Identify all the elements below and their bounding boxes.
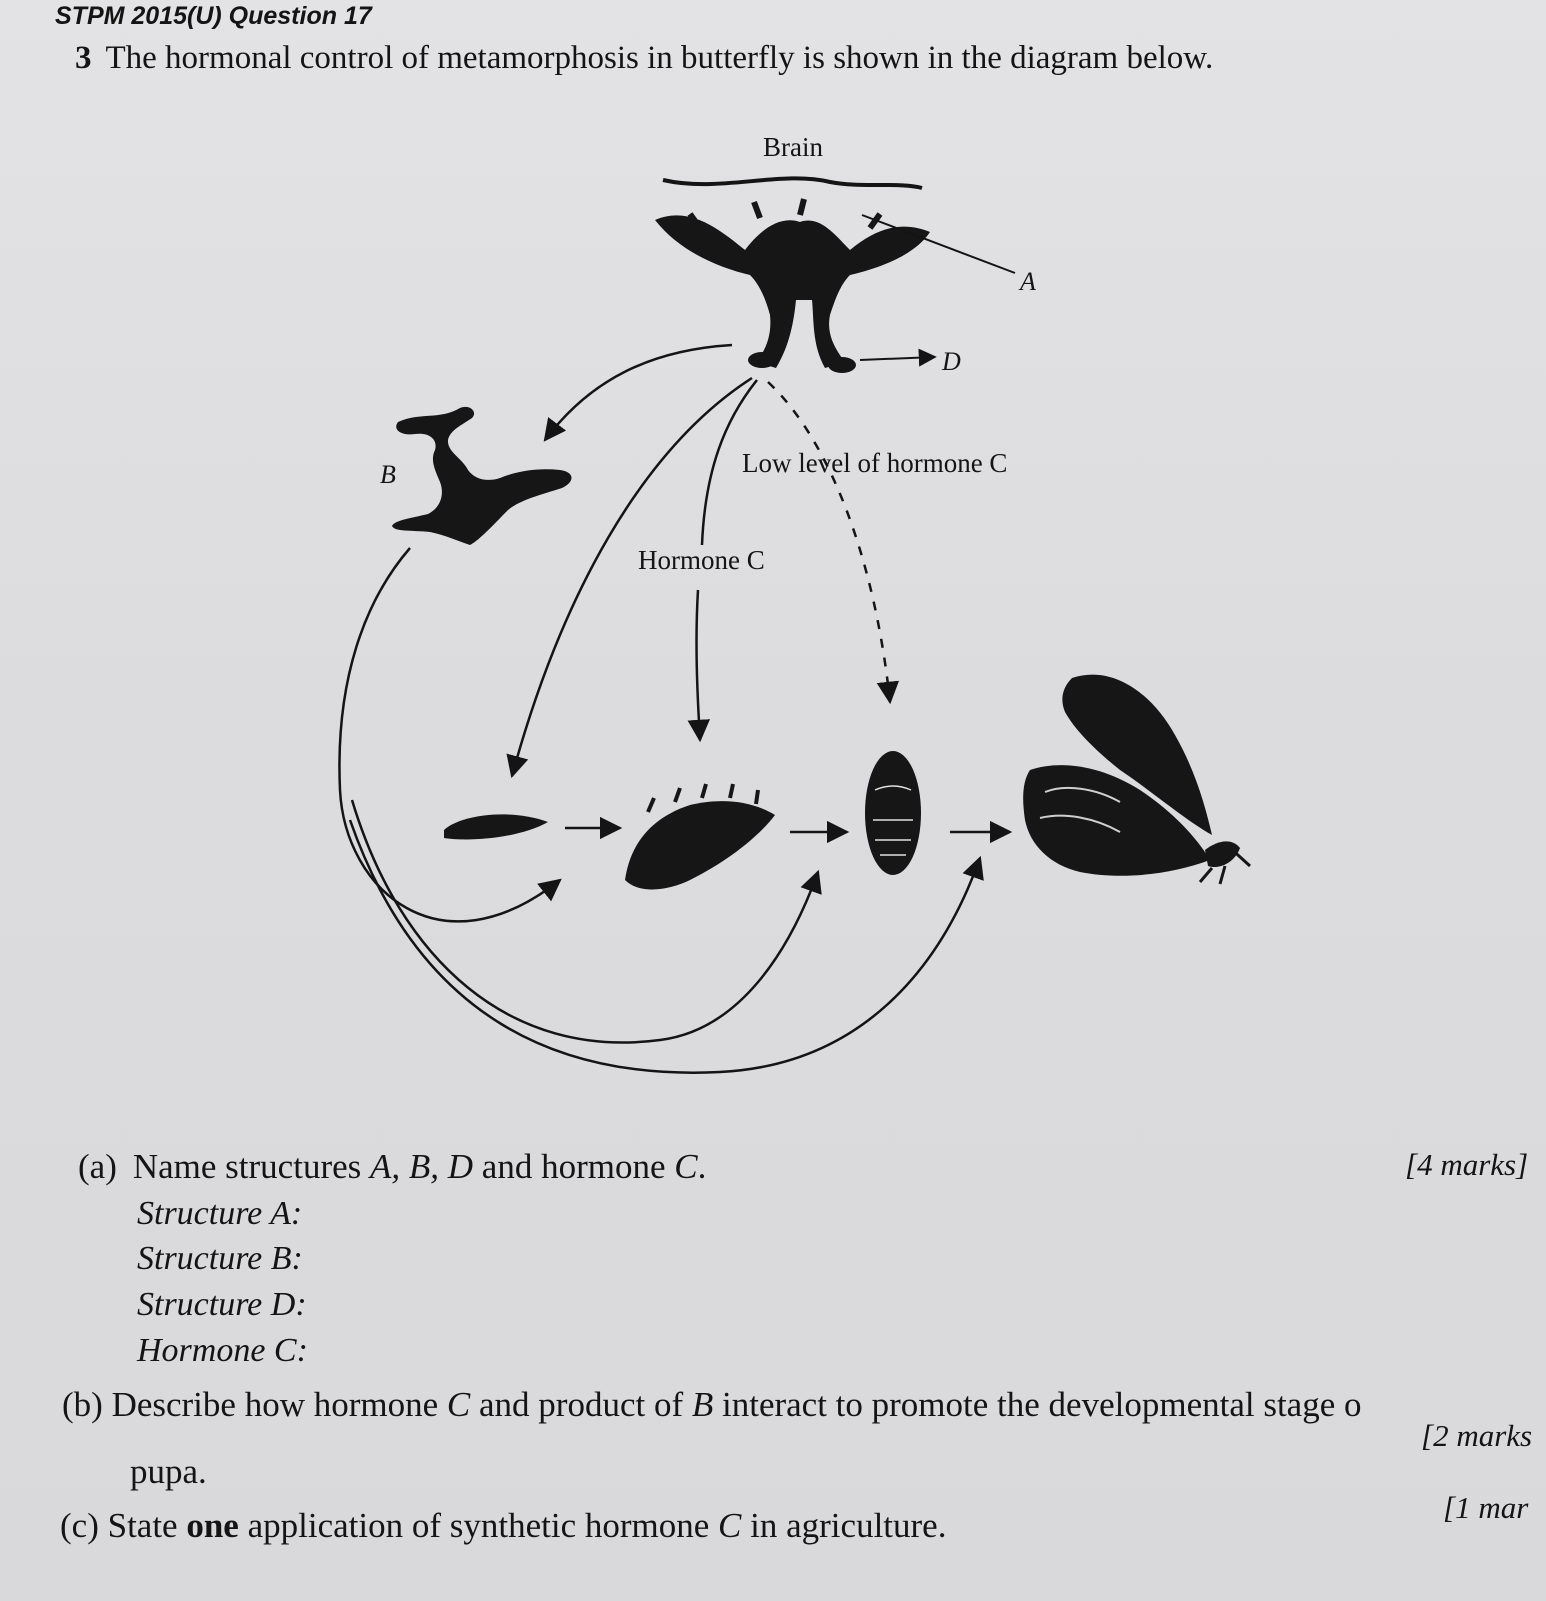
question-intro-text: The hormonal control of metamorphosis in butterfly is shown in the diagram below.: [105, 40, 1214, 76]
part-c-hormone-var: C: [718, 1506, 742, 1545]
part-c-question: [60, 1506, 946, 1546]
answer-structure-b: Structure B:: [137, 1240, 303, 1277]
label-d-leader-line: [860, 357, 935, 360]
part-a-marks-text: [4 marks]: [1405, 1147, 1529, 1182]
larva-small-illustration: [444, 814, 548, 839]
butterfly-illustration: [1023, 675, 1250, 884]
part-a-structure-vars: A, B, D: [370, 1147, 474, 1186]
part-c-text-end: in agriculture.: [741, 1506, 947, 1545]
part-a-text: Name structures: [132, 1147, 370, 1186]
arrow-hormone-c-to-caterpillar: [697, 590, 700, 740]
label-a: A: [1020, 267, 1036, 296]
part-a-text-end: .: [697, 1147, 707, 1186]
part-b-continuation: pupa.: [130, 1452, 207, 1491]
part-b-text-mid: and product of: [470, 1385, 692, 1424]
part-c-text-mid: application of synthetic hormone: [238, 1506, 719, 1545]
label-d: D: [942, 347, 961, 376]
part-c-label: (c): [60, 1506, 99, 1545]
question-number: 3: [75, 40, 92, 76]
brain-outline: [663, 178, 922, 188]
question-source-header: STPM 2015(U) Question 17: [55, 2, 372, 30]
arrow-b-to-caterpillar: [339, 548, 560, 921]
part-b-hormone-var: C: [446, 1385, 471, 1424]
pupa-illustration: [865, 751, 921, 875]
part-b-marks: [1421, 1418, 1532, 1454]
answer-hormone-c: Hormone C:: [137, 1332, 308, 1369]
part-b-text: Describe how hormone: [111, 1385, 447, 1424]
part-a-text-mid: and hormone: [473, 1147, 675, 1186]
answer-structure-a: Structure A:: [137, 1195, 303, 1232]
brain-label: Brain: [763, 132, 823, 162]
part-c-marks-text: [1 mar: [1443, 1490, 1529, 1525]
answer-structure-d: Structure D:: [137, 1286, 307, 1323]
part-b-structure-var: B: [691, 1385, 714, 1424]
part-b-label: (b): [62, 1385, 103, 1424]
arrow-brain-to-b: [545, 345, 732, 440]
part-b-marks-text: [2 marks: [1421, 1418, 1533, 1453]
hormone-c-label: Hormone C: [638, 545, 765, 575]
part-a-question: [78, 1147, 706, 1187]
part-a-marks: [1405, 1147, 1528, 1183]
part-a-label: (a): [78, 1147, 117, 1186]
structure-b-illustration: [392, 407, 572, 545]
part-a-hormone-var: C: [674, 1147, 698, 1186]
part-c-text: State: [107, 1506, 187, 1545]
label-b: B: [380, 460, 396, 489]
part-c-bold-word: one: [186, 1506, 239, 1545]
part-c-marks: [1443, 1490, 1528, 1526]
arrow-low-hormone-to-pupa: [768, 382, 890, 702]
caterpillar-illustration: [625, 784, 775, 889]
low-level-hormone-label: Low level of hormone C: [742, 448, 1008, 478]
part-b-question: [62, 1385, 1362, 1425]
part-b-text-end: interact to promote the developmental stage o: [713, 1385, 1362, 1424]
